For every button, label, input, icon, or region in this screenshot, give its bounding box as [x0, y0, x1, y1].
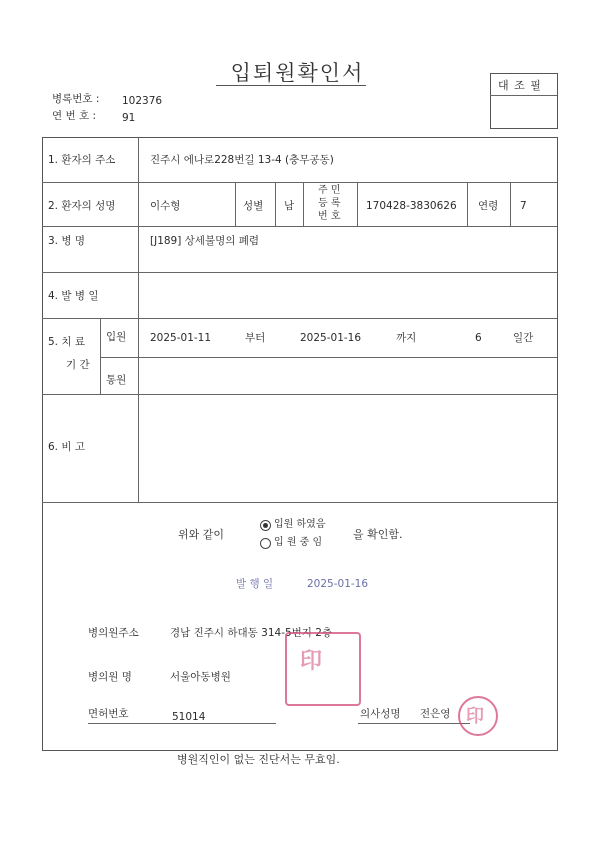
name-row-divider: [275, 182, 276, 226]
name-row-divider: [357, 182, 358, 226]
hospital-address-label: 병의원주소: [88, 627, 139, 639]
onset-label: 4. 발 병 일: [48, 290, 99, 302]
license-underline: [88, 723, 276, 724]
rrn-label-line2: 등 록: [318, 198, 341, 209]
treatment-label-line1: 5. 치 료: [48, 336, 85, 348]
reg-number-label: 병록번호 :: [52, 93, 100, 105]
label-column-divider: [138, 137, 139, 502]
doctor-label: 의사성명: [360, 708, 401, 720]
disease-label: 3. 병 명: [48, 235, 85, 247]
document-title: 입퇴원확인서: [230, 61, 365, 85]
admit-date: 2025-01-11: [150, 332, 212, 344]
license-value: 51014: [172, 711, 206, 723]
inpatient-label: 입원: [106, 331, 127, 343]
row-divider: [42, 394, 557, 395]
approval-divider: [490, 95, 557, 96]
sex-label: 성별: [243, 200, 264, 212]
option1-radio-dot: [263, 523, 268, 528]
disease-value: [J189] 상세불명의 폐렴: [150, 235, 260, 247]
row-divider: [100, 357, 557, 358]
hospital-seal: [285, 632, 361, 706]
to-label: 까지: [396, 332, 417, 344]
issue-date: 2025-01-16: [307, 578, 369, 590]
name-row-divider: [303, 182, 304, 226]
rrn-label-line3: 번 호: [318, 211, 341, 222]
title-underline: [216, 85, 366, 86]
address-label: 1. 환자의 주소: [48, 154, 116, 166]
treatment-sub-divider: [100, 318, 101, 394]
footer-notice: 병원직인이 없는 진단서는 무효임.: [177, 753, 340, 766]
license-label: 면허번호: [88, 708, 129, 720]
option1-label: 입원 하였음: [274, 519, 326, 530]
discharge-date: 2025-01-16: [300, 332, 362, 344]
issue-label: 발 행 일: [236, 578, 274, 590]
approval-label: 대 조 필: [498, 79, 542, 92]
name-label: 2. 환자의 성명: [48, 200, 116, 212]
row-divider: [42, 272, 557, 273]
doctor-underline: [358, 723, 470, 724]
serial-number-value: 91: [122, 112, 136, 124]
treatment-label-line2: 기 간: [66, 359, 90, 371]
hospital-name-label: 병의원 명: [88, 671, 132, 683]
option2-label: 입 원 중 임: [274, 537, 323, 548]
option2-radio: [260, 538, 271, 549]
name-row-divider: [235, 182, 236, 226]
confirm-suffix: 을 확인함.: [353, 528, 403, 541]
address-value: 진주시 에나로228번길 13-4 (충무공동): [150, 154, 334, 166]
days-unit: 일간: [513, 332, 534, 344]
option1-radio: [260, 520, 271, 531]
from-label: 부터: [245, 332, 266, 344]
remarks-label: 6. 비 고: [48, 441, 85, 453]
doctor-seal-mark: 印: [466, 706, 484, 727]
age-label: 연령: [478, 200, 499, 212]
name-row-divider: [510, 182, 511, 226]
row-divider: [42, 502, 557, 503]
age-value: 7: [520, 200, 527, 212]
serial-number-label: 연 번 호 :: [52, 110, 96, 122]
row-divider: [42, 318, 557, 319]
days-value: 6: [475, 332, 482, 344]
sex-value: 남: [284, 200, 295, 212]
reg-number-value: 102376: [122, 95, 163, 107]
hospital-address-value: 경남 진주시 하대동 314-5번지 2층: [170, 627, 333, 639]
rrn-value: 170428-3830626: [366, 200, 457, 212]
outpatient-label: 통원: [106, 374, 127, 386]
name-value: 이수형: [150, 200, 181, 212]
doctor-value: 전은영: [420, 708, 451, 720]
hospital-seal-mark: 印: [300, 649, 323, 674]
row-divider: [42, 226, 557, 227]
rrn-label-line1: 주 민: [318, 185, 341, 196]
confirm-prefix: 위와 같이: [178, 528, 225, 541]
hospital-name-value: 서울아동병원: [170, 671, 231, 683]
row-divider: [42, 182, 557, 183]
name-row-divider: [467, 182, 468, 226]
